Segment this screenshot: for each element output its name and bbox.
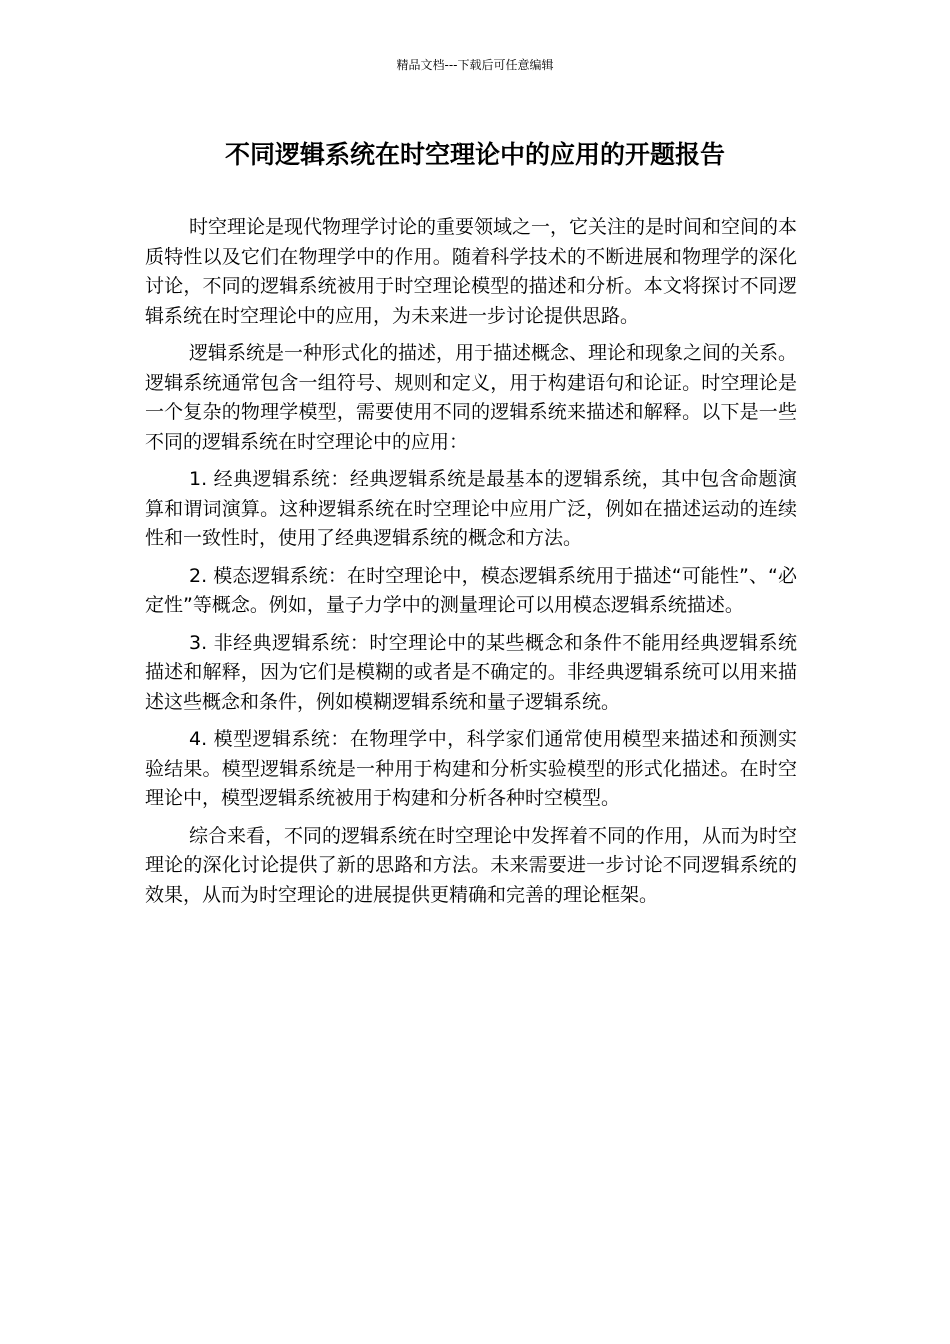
paragraph-item-3: 3. 非经典逻辑系统：时空理论中的某些概念和条件不能用经典逻辑系统描述和解释，因为它们是模糊的或者是不确定的。非经典逻辑系统可以用来描述这些概念和条件，例如模糊逻辑系统和量子逻辑系统。 (145, 631, 797, 713)
document-body (145, 213, 797, 918)
paragraph-item-1: 1. 经典逻辑系统：经典逻辑系统是最基本的逻辑系统，其中包含命题演算和谓词演算。这种逻辑系统在时空理论中应用广泛，例如在描述运动的连续性和一致性时，使用了经典逻辑系统的概念和方法。 (145, 468, 797, 549)
paragraph-logic-systems: 逻辑系统是一种形式化的描述，用于描述概念、理论和现象之间的关系。逻辑系统通常包含一组符号、规则和定义，用于构建语句和论证。时空理论是一个复杂的物理学模型，需要使用不同的逻辑系统来描述和解释。以下是一些不同的逻辑系统在时空理论中的应用： (145, 342, 798, 453)
paragraph-item-2: 2. 模态逻辑系统：在时空理论中，模态逻辑系统用于描述“可能性”、“必定性”等概念。例如，量子力学中的测量理论可以用模态逻辑系统描述。 (145, 564, 797, 616)
document-title: 不同逻辑系统在时空理论中的应用的开题报告 (224, 140, 725, 169)
page-header: 精品文档---下载后可任意编辑 (396, 58, 554, 72)
paragraph-conclusion: 综合来看，不同的逻辑系统在时空理论中发挥着不同的作用，从而为时空理论的深化讨论提供了新的思路和方法。未来需要进一步讨论不同逻辑系统的效果，从而为时空理论的进展提供更精确和完善的理论框架。 (145, 824, 798, 906)
paragraph-intro: 时空理论是现代物理学讨论的重要领域之一，它关注的是时间和空间的本质特性以及它们在物理学中的作用。随着科学技术的不断进展和物理学的深化讨论，不同的逻辑系统被用于时空理论模型的描述和分析。本文将探讨不同逻辑系统在时空理论中的应用，为未来进一步讨论提供思路。 (145, 216, 798, 327)
paragraph-item-4: 4. 模型逻辑系统：在物理学中，科学家们通常使用模型来描述和预测实验结果。模型逻辑系统是一种用于构建和分析实验模型的形式化描述。在时空理论中，模型逻辑系统被用于构建和分析各种时空模型。 (145, 728, 797, 809)
